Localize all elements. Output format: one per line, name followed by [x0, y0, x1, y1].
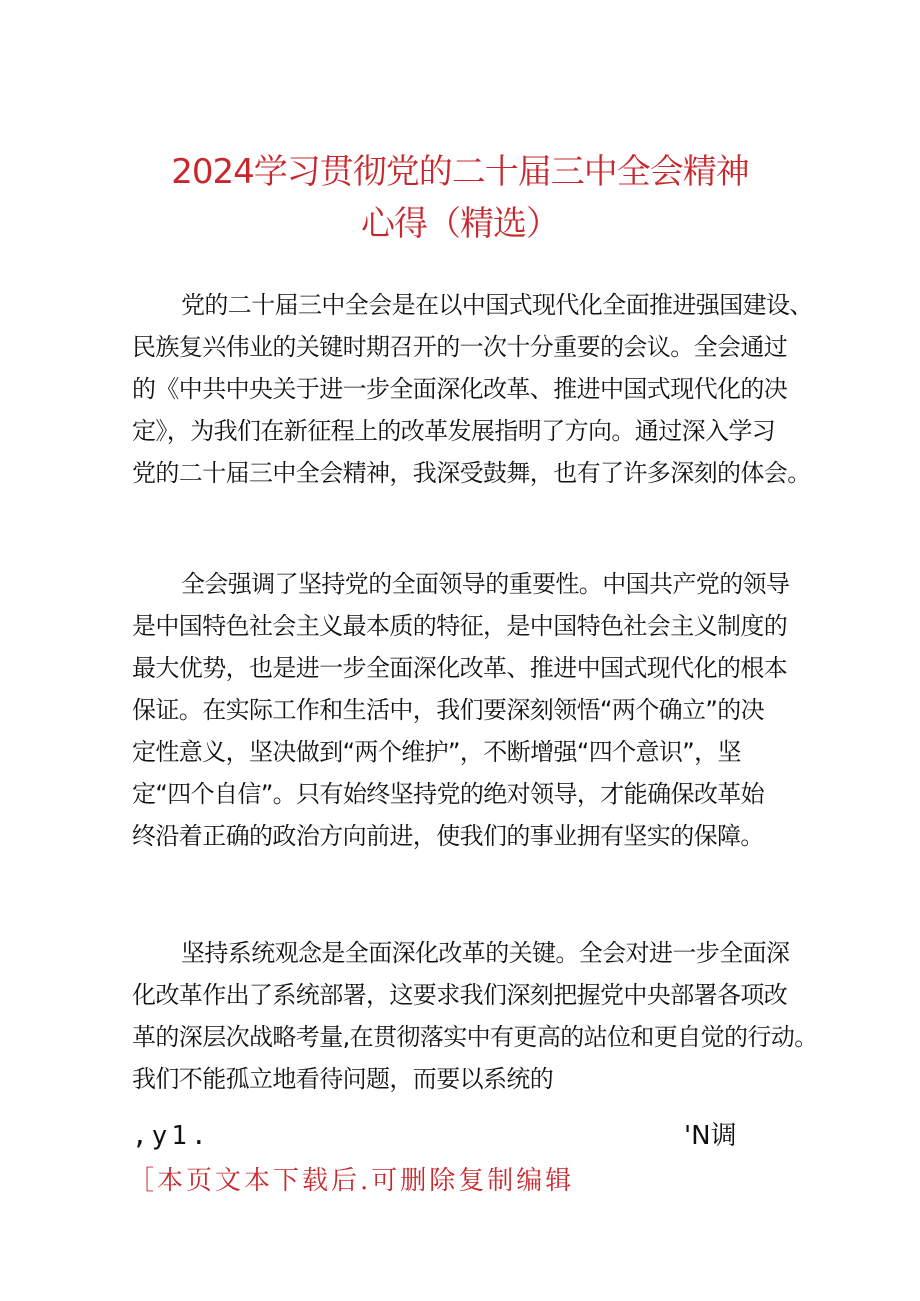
paragraph-line: 坚持系统观念是全面深化改革的关键。全会对进一步全面深 — [181, 939, 790, 967]
ocr-artifact-right: 'N调 — [684, 1121, 737, 1151]
paragraph-3 — [132, 932, 818, 1100]
paragraph-line: 化改革作出了系统部署，这要求我们深刻把握党中央部署各项改 — [132, 981, 788, 1009]
paragraph-line: 党的二十届三中全会精神，我深受鼓舞，也有了许多深刻的体会。 — [132, 459, 811, 487]
document-title-line-1: 2024学习贯彻党的二十届三中全会精神 — [171, 152, 749, 192]
ocr-artifact-left: ,y1. — [132, 1121, 211, 1151]
paragraph-1 — [132, 284, 813, 494]
document-title-line-2: 心得（精选） — [361, 204, 559, 244]
paragraph-line: 最大优势，也是进一步全面深化改革、推进中国式现代化的根本 — [132, 654, 788, 682]
paragraph-2 — [132, 563, 802, 857]
paragraph-line: 革的深层次战略考量,在贯彻落实中有更高的站位和更自觉的行动。 — [132, 1023, 818, 1051]
paragraph-line: 定》，为我们在新征程上的改革发展指明了方向。通过深入学习 — [132, 417, 776, 445]
paragraph-line: 的《中共中央关于进一步全面深化改革、推进中国式现代化的决 — [132, 375, 788, 403]
paragraph-line: 终沿着正确的政治方向前进，使我们的事业拥有坚实的保障。 — [132, 822, 764, 850]
editable-note: ［本页文本下载后.可删除复制编辑 — [128, 1166, 575, 1196]
paragraph-line: 民族复兴伟业的关键时期召开的一次十分重要的会议。全会通过 — [132, 333, 788, 361]
paragraph-line: 我们不能孤立地看待问题，而要以系统的 — [132, 1065, 554, 1093]
paragraph-line: 定性意义，坚决做到“两个维护”，不断增强“四个意识”，坚 — [132, 738, 741, 766]
paragraph-line: 是中国特色社会主义最本质的特征，是中国特色社会主义制度的 — [132, 612, 788, 640]
paragraph-line: 保证。在实际工作和生活中，我们要深刻领悟“两个确立”的决 — [132, 696, 765, 724]
paragraph-line: 党的二十届三中全会是在以中国式现代化全面推进强国建设、 — [181, 291, 813, 319]
paragraph-line: 全会强调了坚持党的全面领导的重要性。中国共产党的领导 — [181, 570, 790, 598]
paragraph-line: 定“四个自信”。只有始终坚持党的绝对领导，才能确保改革始 — [132, 780, 765, 808]
